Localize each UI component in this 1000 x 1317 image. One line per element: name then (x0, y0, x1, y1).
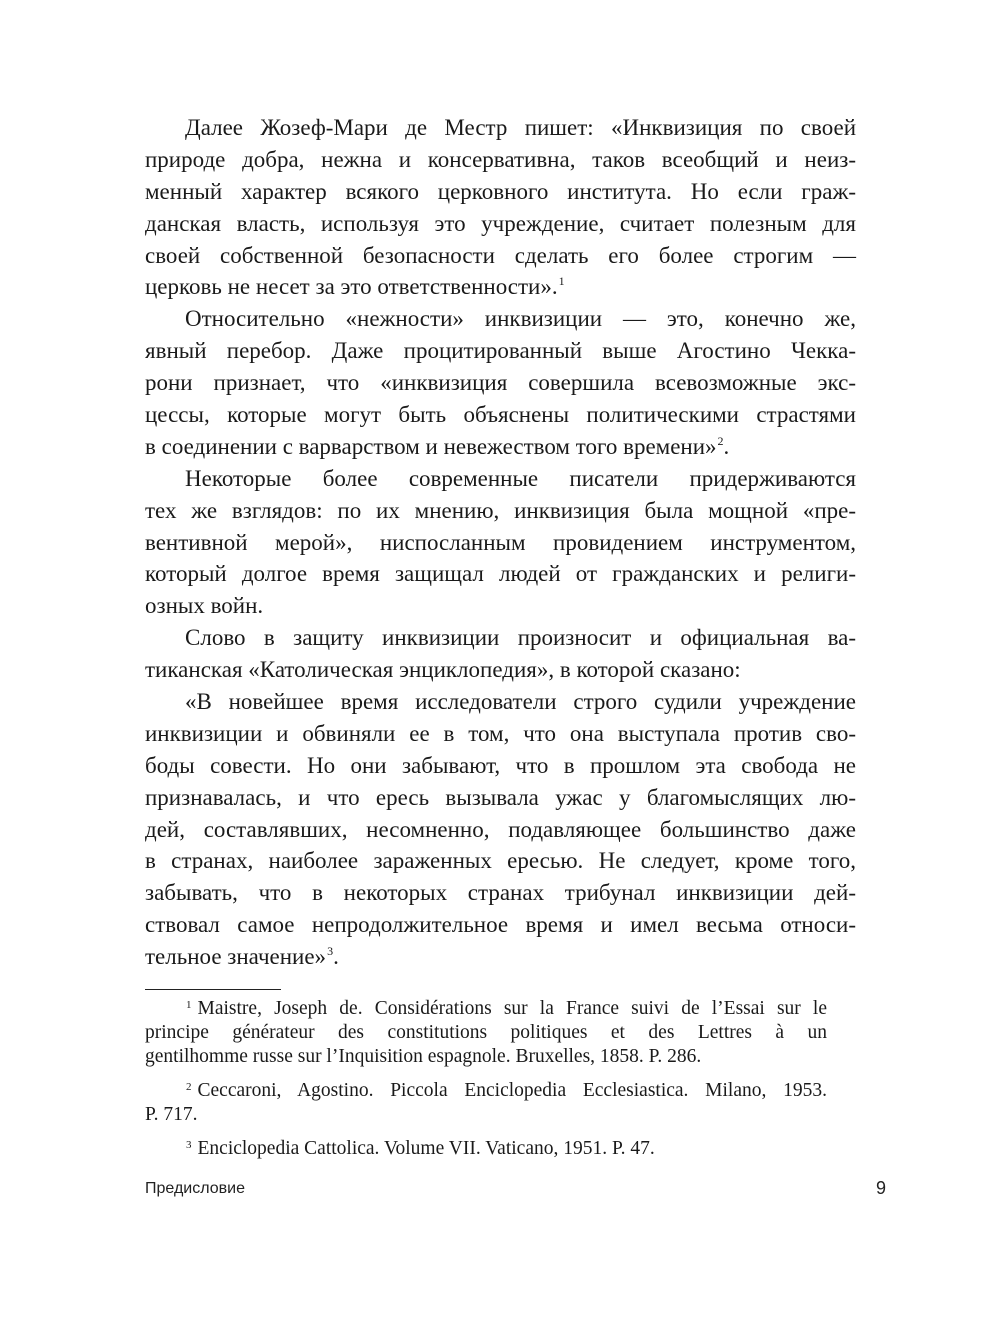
text-line (145, 750, 856, 782)
footnote-spacer (145, 1069, 827, 1079)
line-text: Относительно «нежности» инквизиции — это, конечно же, (185, 306, 856, 332)
footnote-text: Maistre, Joseph de. Considérations sur la France suivi de l’Essai sur le (197, 998, 827, 1019)
text-line (145, 303, 856, 335)
footnote-line (145, 997, 827, 1021)
text-line (145, 495, 856, 527)
text-line (145, 877, 856, 909)
line-text: инквизиции и обвиняли ее в том, что она выступала против сво- (145, 720, 856, 746)
line-text: данская власть, используя это учреждение, считает полезным для (145, 210, 856, 236)
text-line (145, 144, 856, 176)
text-line (145, 463, 856, 495)
text-line (145, 654, 856, 686)
line-text: боды совести. Но они забывают, что в прошлом эта свобода не (145, 752, 856, 778)
line-text: Слово в защиту инквизиции произносит и официальная ва- (185, 625, 856, 651)
footnote-divider (145, 989, 281, 990)
body-text (145, 112, 856, 973)
text-line (145, 845, 856, 877)
footnote-text: principe générateur des constitutions politiques et des Lettres à un (145, 1022, 827, 1043)
footnote-number: 2 (186, 1081, 192, 1093)
footnote-line (145, 1137, 827, 1161)
text-line (145, 590, 856, 622)
page-number: 9 (875, 1178, 886, 1198)
line-text: признавалась, и что ересь вызывала ужас у благомыслящих лю- (145, 784, 856, 810)
line-text: «В новейшее время исследователи строго судили учреждение (185, 689, 856, 715)
line-text: тиканская «Католическая энциклопедия», в которой сказано: (145, 657, 741, 683)
text-line (145, 112, 856, 144)
line-text: озных войн. (145, 593, 264, 619)
text-line (145, 240, 856, 272)
text-line (145, 814, 856, 846)
text-line (145, 909, 856, 941)
footnote-text: gentilhomme russe sur l’Inquisition espagnole. Bruxelles, 1858. P. 286. (145, 1046, 702, 1067)
text-line (145, 527, 856, 559)
line-text: который долгое время защищал людей от гражданских и религи- (145, 561, 856, 587)
text-line (145, 782, 856, 814)
line-text-after: . (333, 944, 339, 970)
footnote-text: Ceccaroni, Agostino. Piccola Enciclopedia Ecclesiastica. Milano, 1953. (197, 1080, 827, 1101)
text-line (145, 335, 856, 367)
line-text: своей собственной безопасности сделать его более строгим — (145, 242, 856, 268)
text-line (145, 176, 856, 208)
line-text: менный характер всякого церковного института. Но если граж- (145, 178, 856, 204)
footnote-number: 1 (186, 999, 192, 1011)
footnote-text: P. 717. (145, 1104, 198, 1125)
line-text: Некоторые более современные писатели придерживаются (185, 465, 856, 491)
footnote-reference: 3 (327, 944, 334, 959)
line-text: в странах, наиболее зараженных ересью. Не следует, кроме того, (145, 848, 856, 874)
line-text: рони признает, что «инквизиция совершила всевозможные экс- (145, 370, 856, 396)
footnote-line (145, 1045, 827, 1069)
line-text: тельное значение» (145, 944, 327, 970)
footnote-line (145, 1021, 827, 1045)
footnote-reference: 2 (717, 433, 724, 448)
text-line (145, 686, 856, 718)
line-text: ствовал самое непродолжительное время и имел весьма относи- (145, 912, 856, 938)
footnote-reference: 1 (558, 274, 565, 289)
text-line (145, 271, 856, 303)
footnote-spacer (145, 1127, 827, 1137)
text-line (145, 718, 856, 750)
line-text: вентивной мерой», ниспосланным провидением инструментом, (145, 529, 856, 555)
line-text: явный перебор. Даже процитированный выше Агостино Чекка- (145, 338, 856, 364)
footnotes (145, 997, 827, 1161)
line-text: церковь не несет за это ответственности». (145, 274, 558, 300)
line-text: тех же взглядов: по их мнению, инквизиция была мощной «пре- (145, 497, 856, 523)
text-line (145, 941, 856, 973)
footnote-number: 3 (186, 1139, 192, 1151)
footnote-line (145, 1103, 827, 1127)
line-text: природе добра, нежна и консервативна, таков всеобщий и неиз- (145, 146, 856, 172)
text-line (145, 399, 856, 431)
line-text: в соединении с варварством и невежеством того времени» (145, 433, 717, 459)
text-line (145, 558, 856, 590)
line-text-after: . (723, 433, 730, 459)
footnote-line (145, 1079, 827, 1103)
running-footer-title: Предисловие (145, 1180, 245, 1197)
text-line (145, 208, 856, 240)
text-line (145, 622, 856, 654)
line-text: Далее Жозеф-Мари де Местр пишет: «Инквизиция по своей (185, 115, 856, 140)
text-line (145, 367, 856, 399)
text-line (145, 431, 856, 463)
line-text: дей, составлявших, несомненно, подавляющее большинство даже (145, 816, 856, 842)
line-text: забывать, что в некоторых странах трибунал инквизиции дей- (145, 880, 856, 906)
footnote-text: Enciclopedia Cattolica. Volume VII. Vaticano, 1951. P. 47. (197, 1138, 655, 1159)
line-text: цессы, которые могут быть объяснены политическими страстями (145, 402, 856, 428)
